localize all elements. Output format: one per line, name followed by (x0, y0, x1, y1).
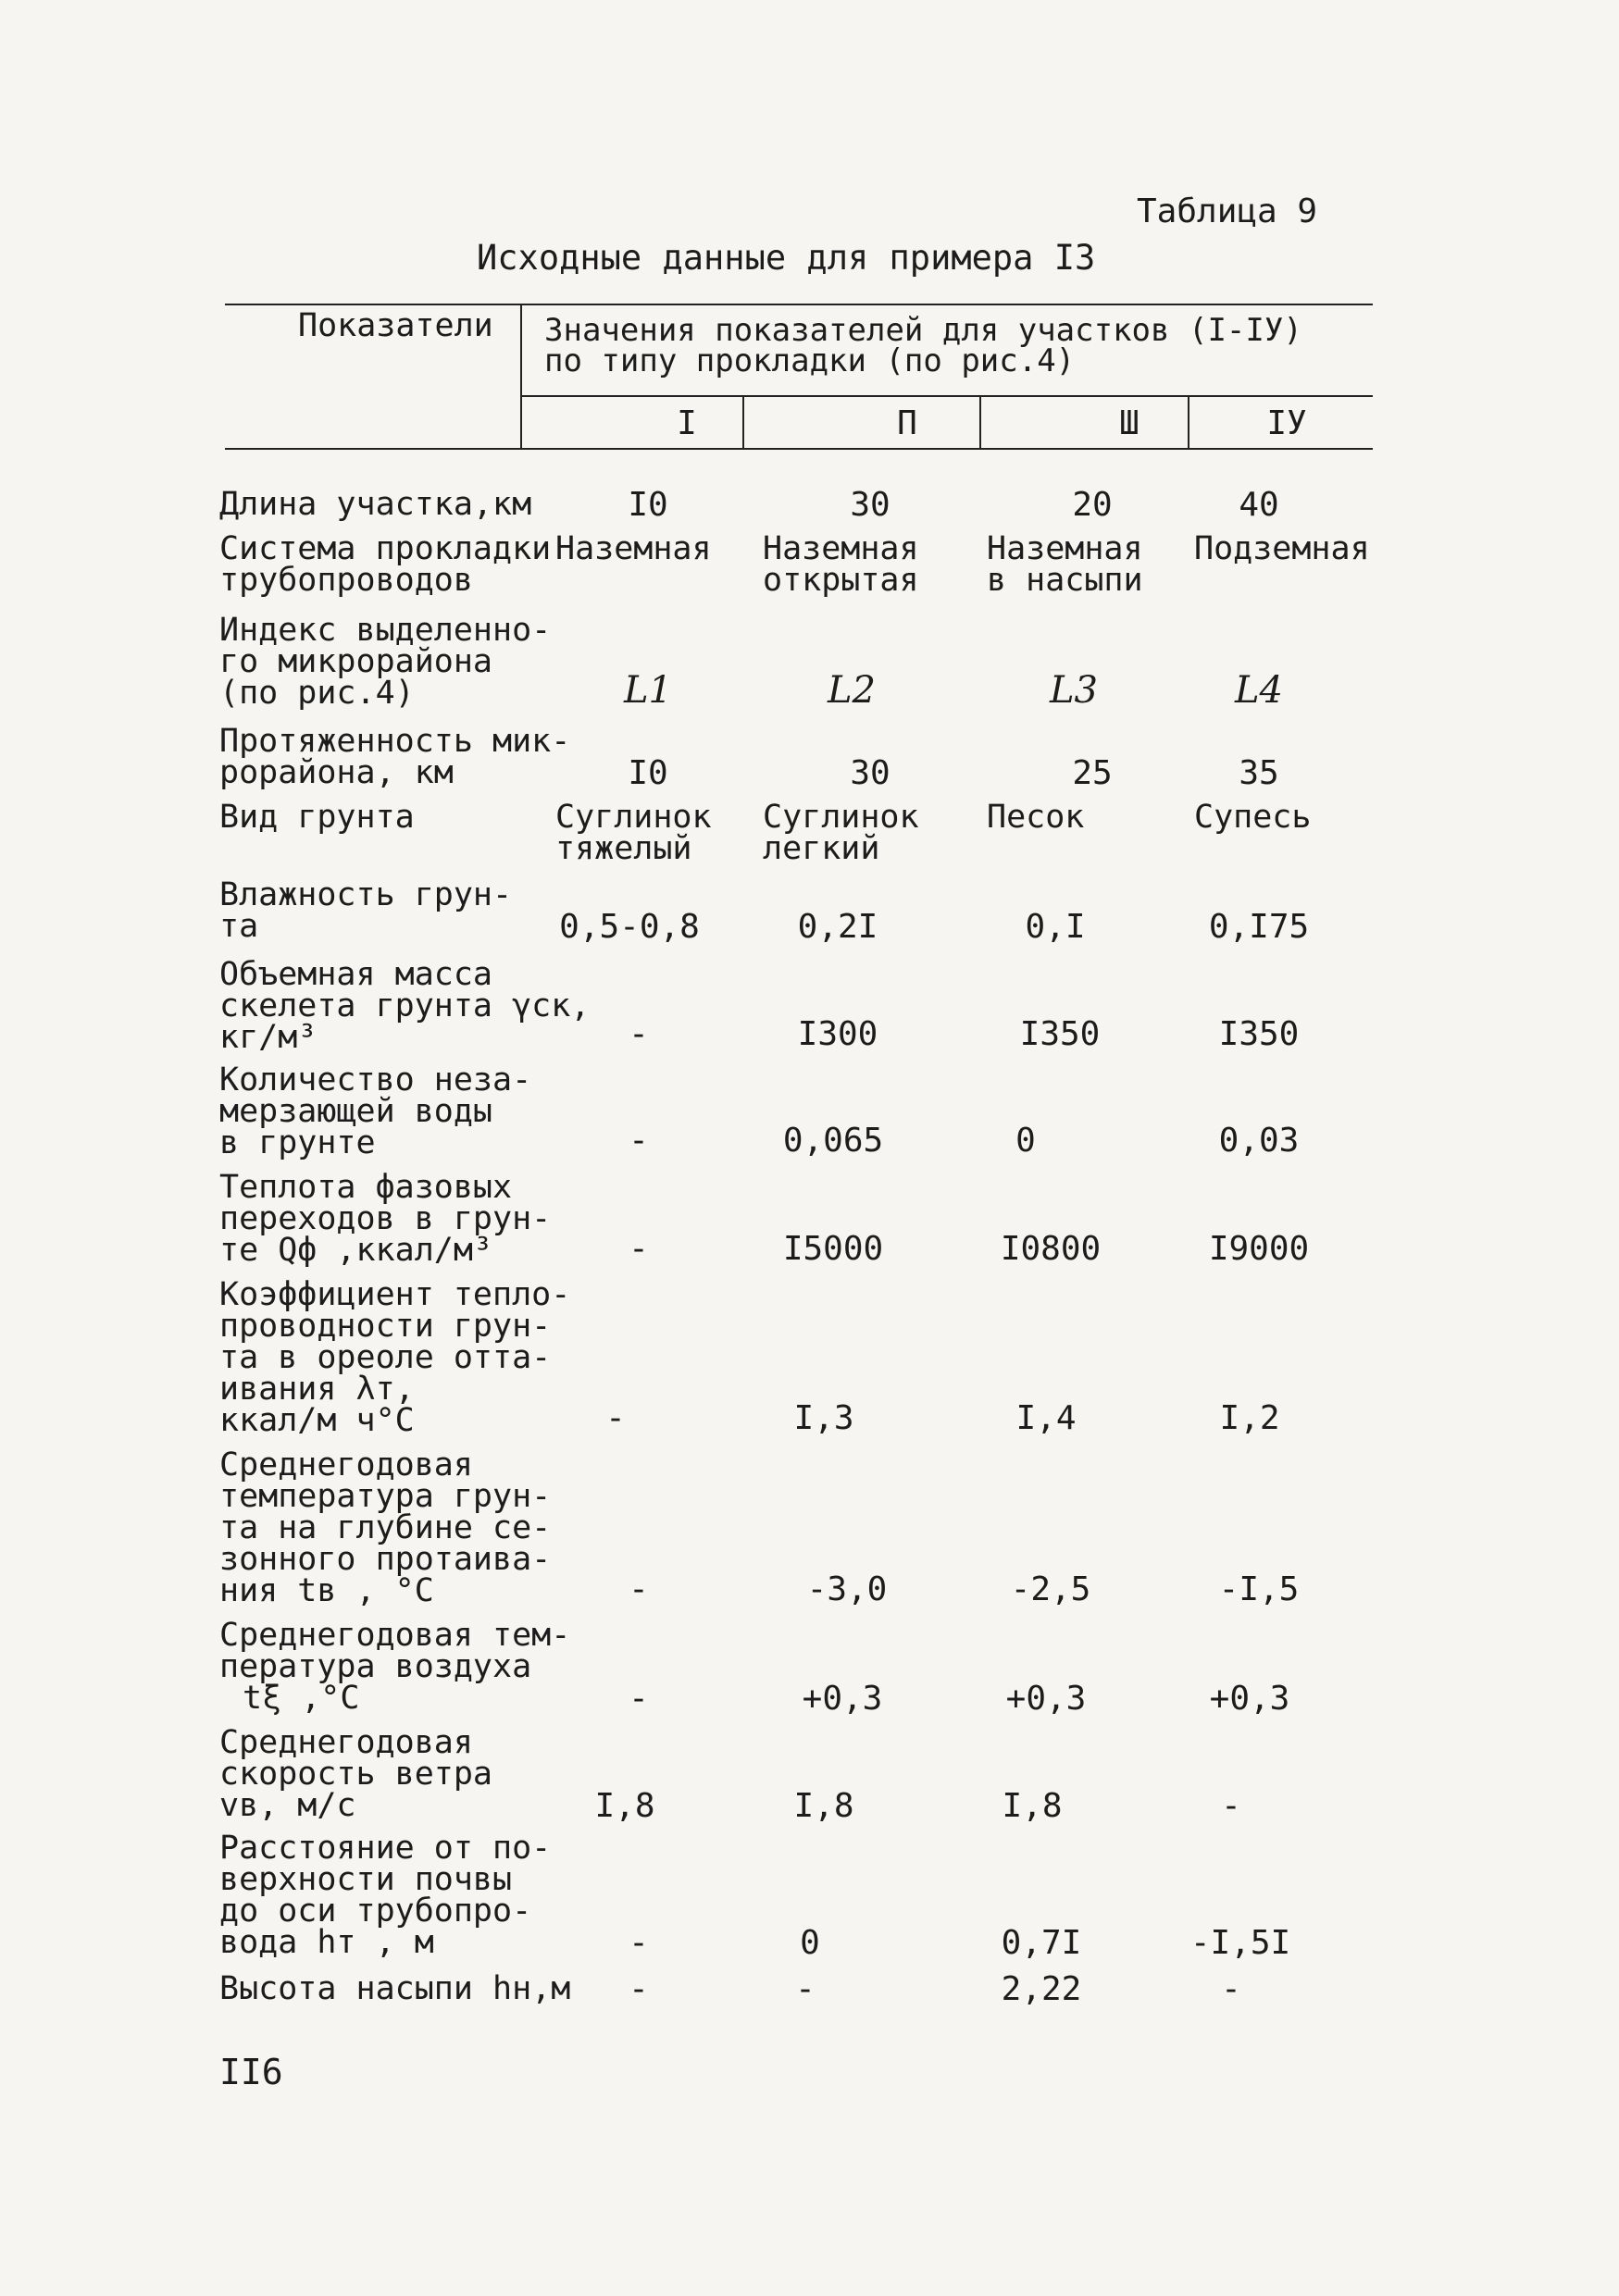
cell-phase-heat-3: I0800 (1000, 1230, 1102, 1268)
cell-laying-3-line1: Наземная (987, 530, 1143, 567)
table-label: Таблица 9 (1137, 192, 1318, 230)
cell-conductivity-4: I,2 (1219, 1399, 1280, 1437)
cell-laying-3-line2: в насыпи (987, 562, 1143, 599)
cell-moisture-4: 0,I75 (1208, 908, 1310, 946)
section-divider-2 (979, 395, 981, 448)
cell-pipe-depth-1: - (629, 1924, 649, 1962)
cell-phase-heat-1: - (629, 1230, 649, 1268)
subheader-rule (520, 395, 1373, 397)
row-label-soil-temp-3: та на глубине се- (219, 1509, 552, 1546)
cell-length-2: 30 (850, 486, 890, 524)
cell-soil-1-line1: Суглинок (555, 799, 712, 836)
row-label-phase-heat-2: переходов в грун- (219, 1200, 552, 1237)
row-label-embankment-height: Высота насыпи hн,м (219, 1970, 571, 2007)
cell-extent-1: I0 (628, 754, 668, 792)
cell-embankment-1: - (629, 1970, 649, 2008)
cell-soil-4: Супесь (1194, 799, 1312, 836)
row-label-soil-temp-1: Среднегодовая (219, 1446, 473, 1483)
cell-conductivity-2: I,3 (793, 1399, 854, 1437)
cell-air-temp-4: +0,3 (1209, 1680, 1290, 1718)
cell-index-3: L3 (1049, 669, 1098, 712)
cell-wind-speed-1: I,8 (594, 1787, 655, 1825)
page-number: II6 (219, 2052, 283, 2092)
row-label-conductivity-4: ивания λт, (219, 1371, 415, 1408)
cell-soil-3: Песок (987, 799, 1085, 836)
row-label-bulk-mass-3: кг/м³ (219, 1019, 318, 1056)
section-header-1: I (677, 404, 697, 442)
row-label-length: Длина участка,км (219, 486, 532, 523)
cell-air-temp-1: - (629, 1680, 649, 1718)
column-header-indicators: Показатели (298, 307, 493, 344)
column-header-values-line1: Значения показателей для участков (I-IУ) (544, 312, 1302, 349)
section-header-4: IУ (1266, 404, 1307, 442)
header-bottom-rule (225, 448, 1373, 450)
row-label-unfrozen-water-3: в грунте (219, 1124, 376, 1161)
cell-laying-2-line2: открытая (763, 562, 919, 599)
row-label-laying-system-2: трубопроводов (219, 562, 473, 599)
row-label-conductivity-1: Коэффициент тепло- (219, 1276, 571, 1313)
cell-phase-heat-4: I9000 (1208, 1230, 1310, 1268)
section-divider-3 (1188, 395, 1189, 448)
section-divider-1 (742, 395, 744, 448)
cell-length-3: 20 (1072, 486, 1113, 524)
section-header-2: П (897, 404, 917, 442)
cell-extent-4: 35 (1239, 754, 1279, 792)
cell-moisture-2: 0,2I (797, 908, 878, 946)
row-label-pipe-depth-4: вода hт , м (219, 1924, 434, 1961)
row-label-moisture-2: та (219, 908, 259, 945)
cell-unfrozen-water-1: - (629, 1122, 649, 1160)
cell-unfrozen-water-3: 0 (1015, 1122, 1036, 1160)
row-label-conductivity-2: проводности грун- (219, 1308, 552, 1345)
cell-extent-2: 30 (850, 754, 890, 792)
cell-soil-temp-1: - (629, 1570, 649, 1608)
row-label-wind-speed-1: Среднегодовая (219, 1724, 473, 1761)
row-label-soil-type: Вид грунта (219, 799, 415, 836)
row-label-conductivity-5: ккал/м ч°С (219, 1402, 415, 1439)
row-label-soil-temp-2: температура грун- (219, 1478, 552, 1515)
cell-soil-temp-3: -2,5 (1010, 1570, 1091, 1608)
row-label-air-temp-1: Среднегодовая тем- (219, 1617, 571, 1654)
row-label-unfrozen-water-2: мерзающей воды (219, 1093, 493, 1130)
cell-wind-speed-2: I,8 (793, 1787, 854, 1825)
cell-moisture-1: 0,5-0,8 (559, 908, 700, 946)
row-label-moisture-1: Влажность грун- (219, 876, 513, 913)
cell-air-temp-3: +0,3 (1005, 1680, 1087, 1718)
header-divider (520, 304, 522, 448)
cell-soil-2-line1: Суглинок (763, 799, 919, 836)
row-label-bulk-mass-2: скелета грунта γск, (219, 987, 591, 1024)
cell-bulk-mass-4: I350 (1218, 1015, 1300, 1053)
row-label-air-temp-2: пература воздуха (219, 1648, 532, 1685)
cell-laying-1: Наземная (555, 530, 712, 567)
cell-extent-3: 25 (1072, 754, 1113, 792)
cell-air-temp-2: +0,3 (802, 1680, 883, 1718)
row-label-pipe-depth-2: верхности почвы (219, 1861, 513, 1898)
cell-bulk-mass-3: I350 (1019, 1015, 1101, 1053)
row-label-microdistrict-3: (по рис.4) (219, 675, 415, 712)
cell-conductivity-3: I,4 (1015, 1399, 1077, 1437)
cell-bulk-mass-1: - (629, 1015, 649, 1053)
header-top-rule (225, 304, 1373, 305)
cell-unfrozen-water-4: 0,03 (1218, 1122, 1300, 1160)
cell-soil-temp-4: -I,5 (1218, 1570, 1300, 1608)
cell-index-2: L2 (827, 669, 876, 712)
table-title: Исходные данные для примера I3 (477, 238, 1096, 278)
row-label-pipe-depth-3: до оси трубопро- (219, 1893, 532, 1930)
row-label-air-temp-3: tξ ,°С (243, 1680, 360, 1717)
row-label-wind-speed-2: скорость ветра (219, 1756, 493, 1793)
cell-embankment-4: - (1221, 1970, 1241, 2008)
row-label-phase-heat-1: Теплота фазовых (219, 1169, 513, 1206)
cell-soil-2-line2: легкий (763, 830, 880, 867)
cell-length-1: I0 (628, 486, 668, 524)
cell-bulk-mass-2: I300 (797, 1015, 878, 1053)
cell-wind-speed-4: - (1221, 1787, 1241, 1825)
cell-moisture-3: 0,I (1025, 908, 1086, 946)
cell-pipe-depth-3: 0,7I (1001, 1924, 1082, 1962)
cell-phase-heat-2: I5000 (782, 1230, 884, 1268)
column-header-values-line2: по типу прокладки (по рис.4) (544, 342, 1076, 379)
cell-laying-4: Подземная (1194, 530, 1370, 567)
cell-length-4: 40 (1239, 486, 1279, 524)
cell-index-1: L1 (623, 669, 672, 712)
row-label-laying-system-1: Система прокладки (219, 530, 552, 567)
cell-embankment-2: - (795, 1970, 816, 2008)
cell-unfrozen-water-2: 0,065 (782, 1122, 884, 1160)
cell-laying-2-line1: Наземная (763, 530, 919, 567)
row-label-soil-temp-5: ния tв , °С (219, 1572, 434, 1609)
row-label-microdistrict-1: Индекс выделенно- (219, 612, 552, 649)
section-header-3: Ш (1119, 404, 1140, 442)
cell-conductivity-1: - (605, 1399, 626, 1437)
cell-wind-speed-3: I,8 (1002, 1787, 1063, 1825)
row-label-conductivity-3: та в ореоле отта- (219, 1339, 552, 1376)
row-label-extent-2: рорайона, км (219, 754, 454, 791)
cell-pipe-depth-2: 0 (800, 1924, 820, 1962)
row-label-bulk-mass-1: Объемная масса (219, 956, 493, 993)
row-label-wind-speed-3: vв, м/с (219, 1787, 356, 1824)
row-label-soil-temp-4: зонного протаива- (219, 1541, 552, 1578)
cell-soil-temp-2: -3,0 (806, 1570, 888, 1608)
cell-index-4: L4 (1234, 669, 1283, 712)
row-label-microdistrict-2: го микрорайона (219, 643, 493, 680)
row-label-unfrozen-water-1: Количество неза- (219, 1061, 532, 1098)
cell-pipe-depth-4: -I,5I (1189, 1924, 1291, 1962)
cell-soil-1-line2: тяжелый (555, 830, 692, 867)
cell-embankment-3: 2,22 (1001, 1970, 1082, 2008)
row-label-phase-heat-3: те Qф ,ккал/м³ (219, 1232, 493, 1269)
row-label-pipe-depth-1: Расстояние от по- (219, 1830, 552, 1867)
row-label-extent-1: Протяженность мик- (219, 723, 571, 760)
